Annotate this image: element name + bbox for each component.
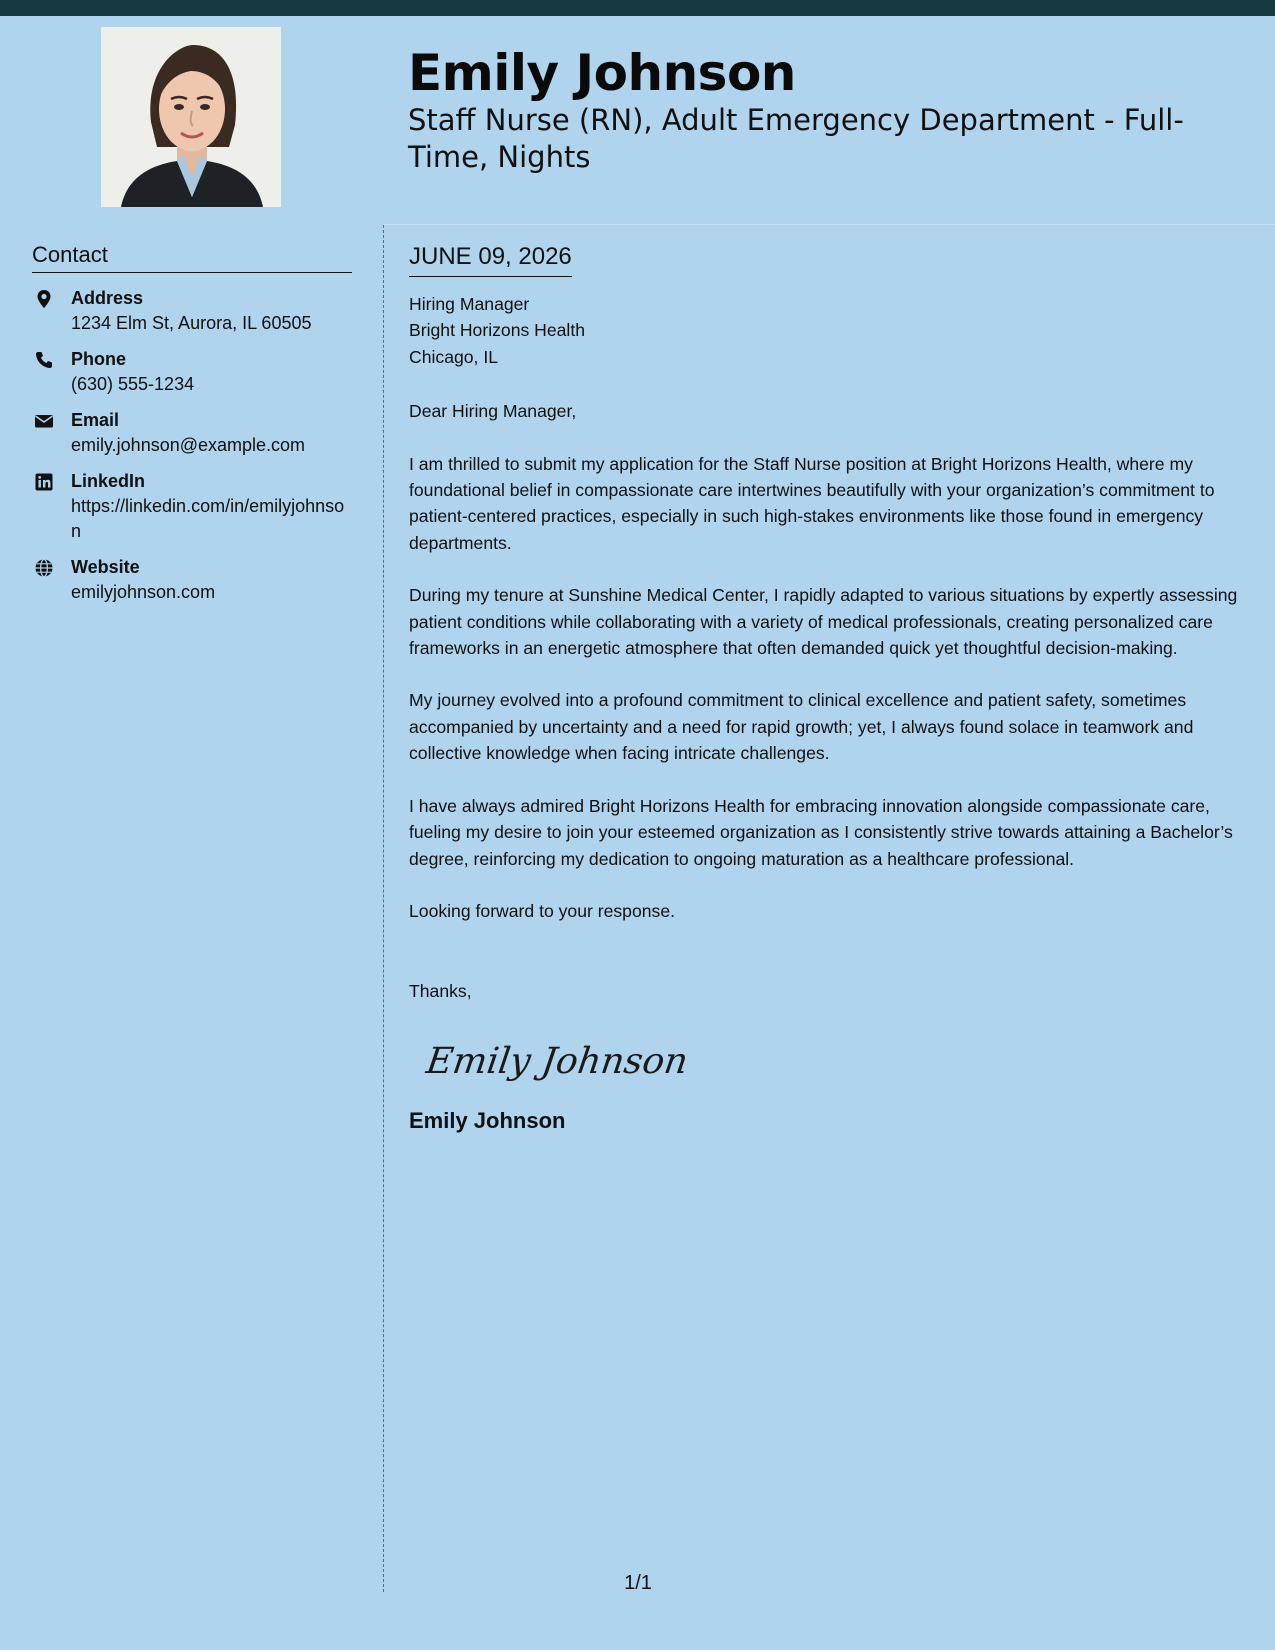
contact-sidebar — [32, 240, 352, 616]
contact-item-linkedin — [32, 469, 352, 544]
contact-item-website — [32, 555, 352, 605]
globe-icon — [34, 558, 54, 578]
linkedin-label: LinkedIn — [71, 471, 146, 491]
candidate-name: Emily Johnson — [408, 44, 796, 102]
handwritten-signature — [423, 1031, 691, 1091]
recipient-company: Bright Horizons Health — [409, 320, 586, 341]
sign-off: Thanks, — [409, 981, 472, 1002]
signed-name: Emily Johnson — [409, 1108, 566, 1134]
envelope-icon — [34, 411, 54, 431]
contact-list — [32, 286, 352, 605]
header-divider — [384, 224, 1275, 225]
contact-item-email — [32, 408, 352, 458]
body-paragraph-4: I have always admired Bright Horizons Health for embracing innovation alongside compassionate care, fueling my desire to join your esteemed organization as I consistently strive towards attaining a Bachelor’s degree, reinforcing my dedication to ongoing maturation as a healthcare professional. — [409, 795, 1233, 869]
svg-text:Emily Johnson: Emily Johnson — [423, 1038, 691, 1082]
email-label: Email — [71, 410, 120, 430]
body-paragraph-1: I am thrilled to submit my application for the Staff Nurse position at Bright Horizons Health, where my foundational belief in compassionate care intertwines beautifully with your organization’s commitment to patient-centered practices, especially in such high-stakes environments like those found in emergency departments. — [409, 453, 1215, 553]
recipient-name: Hiring Manager — [409, 294, 530, 314]
website-label: Website — [71, 557, 140, 577]
linkedin-icon — [34, 472, 54, 492]
linkedin-value[interactable]: https://linkedin.com/in/emilyjohnson — [71, 496, 345, 541]
profile-photo — [101, 27, 281, 207]
closing-line: Looking forward to your response. — [409, 900, 676, 921]
contact-item-phone — [32, 347, 352, 397]
map-pin-icon — [34, 289, 54, 309]
recipient-location: Chicago, IL — [409, 346, 498, 367]
phone-label: Phone — [71, 349, 127, 369]
cover-letter — [409, 240, 1249, 1136]
email-value[interactable]: emily.johnson@example.com — [71, 435, 306, 455]
top-accent-bar — [0, 0, 1275, 16]
website-value[interactable]: emilyjohnson.com — [71, 582, 216, 602]
column-divider — [383, 225, 384, 1592]
address-value: 1234 Elm St, Aurora, IL 60505 — [71, 313, 312, 333]
body-paragraph-2: During my tenure at Sunshine Medical Center, I rapidly adapted to various situations by expertly assessing patient conditions while collaborating with a variety of medical professionals, creating personalized care frameworks in an energetic atmosphere that often demanded quick yet thoughtful decision-making. — [409, 585, 1238, 659]
contact-item-address — [32, 286, 352, 336]
phone-value: (630) 555-1234 — [71, 374, 195, 394]
letter-date: JUNE 09, 2026 — [409, 240, 572, 277]
recipient-block — [409, 291, 1249, 370]
job-title: Staff Nurse (RN), Adult Emergency Department - Full-Time, Nights — [408, 103, 1184, 174]
phone-icon — [34, 350, 54, 370]
contact-heading: Contact — [32, 240, 352, 273]
body-paragraph-3: My journey evolved into a profound commitment to clinical excellence and patient safety, sometimes accompanied by uncertainty and a need for rapid growth; yet, I always found solace in teamwork and collective knowledge when facing intricate challenges. — [409, 690, 1194, 764]
page-number: 1/1 — [624, 1572, 652, 1594]
profile-photo-image — [101, 27, 281, 207]
address-label: Address — [71, 288, 144, 308]
salutation: Dear Hiring Manager, — [409, 401, 577, 422]
